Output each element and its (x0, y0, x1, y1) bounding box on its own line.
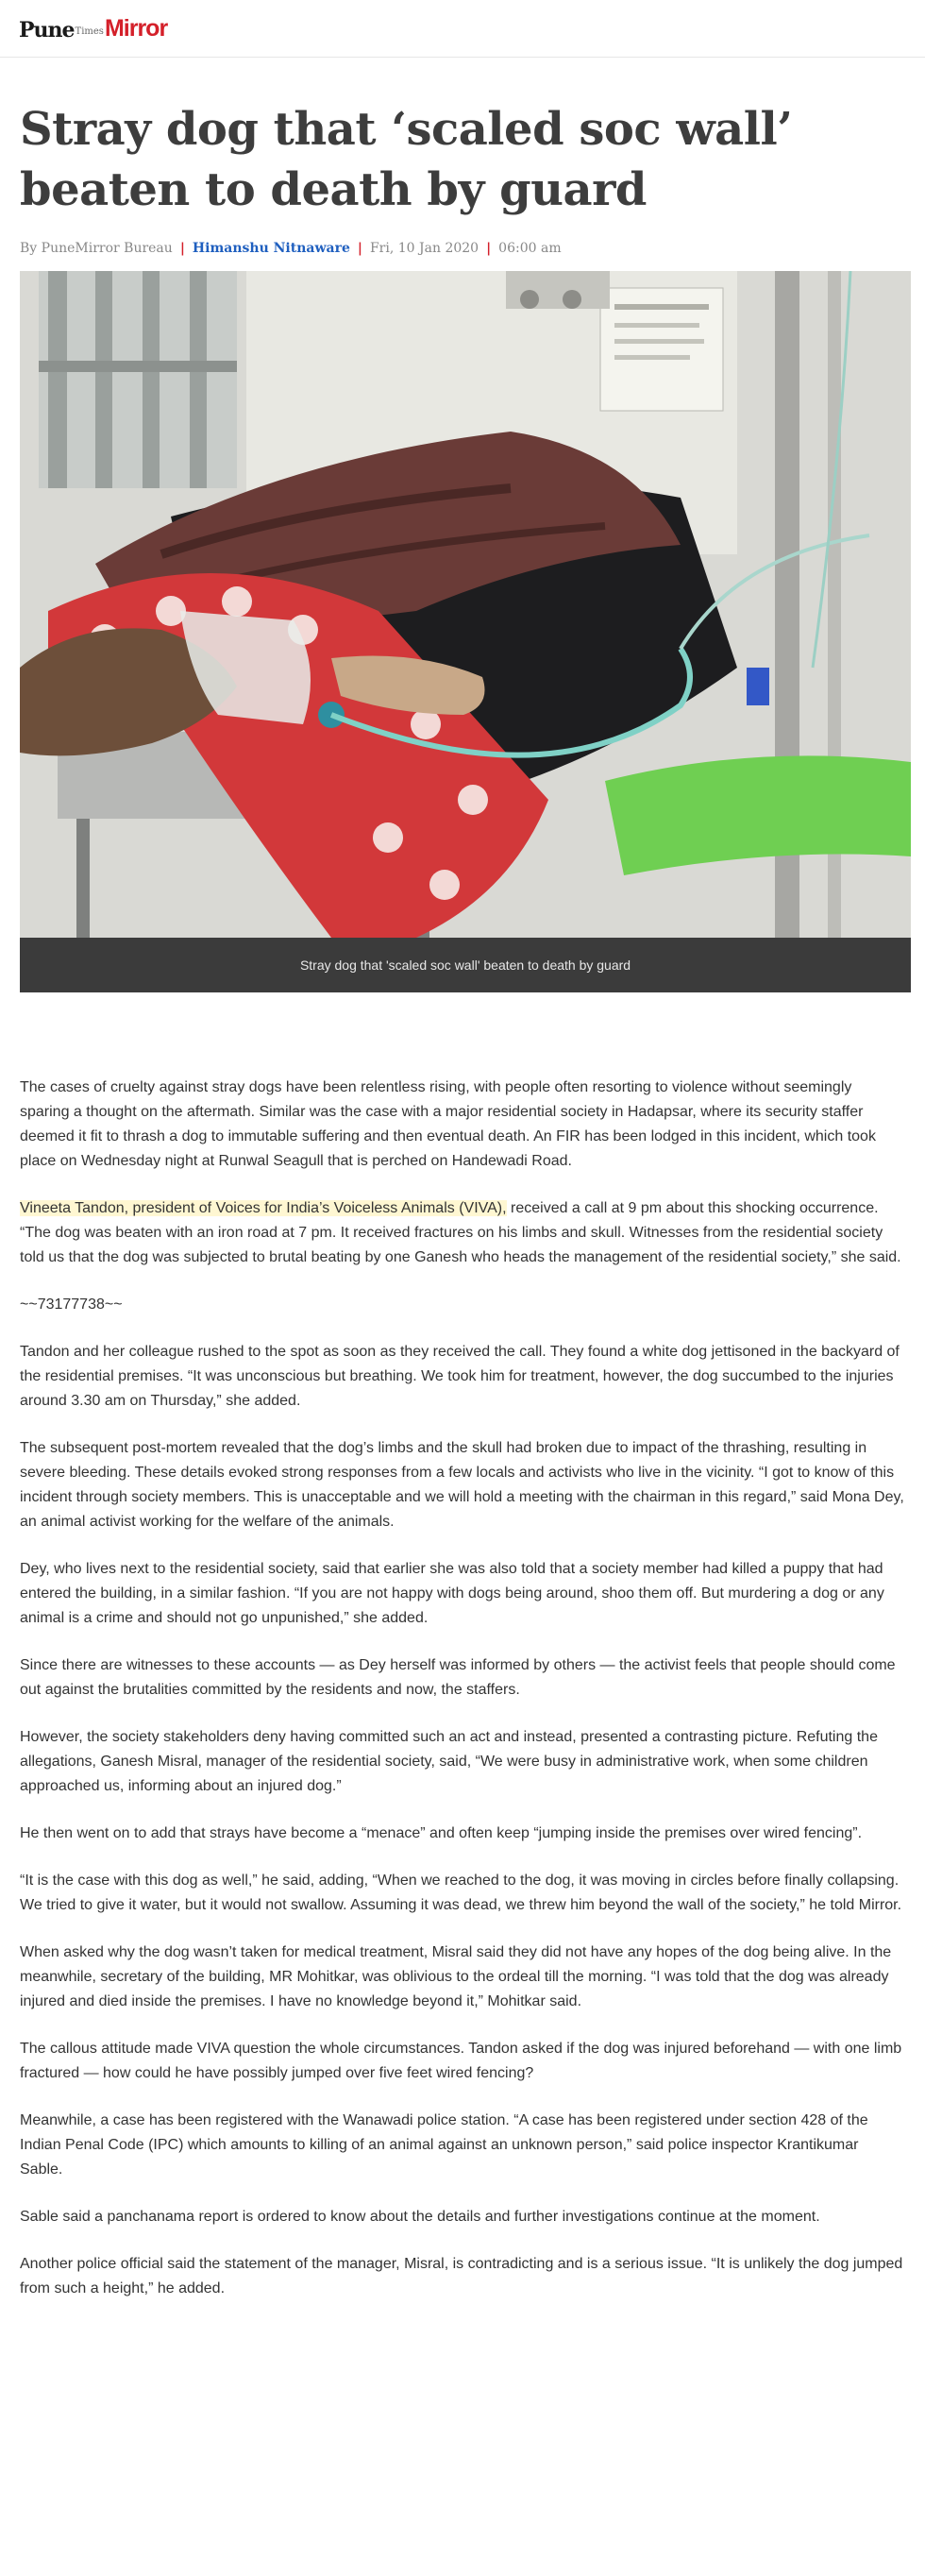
byline-separator: | (179, 241, 185, 256)
paragraph: Meanwhile, a case has been registered with the Wanawadi police station. “A case has been registered under section 428 of the Indian Penal Code (IPC) which amounts to killing of an animal against an unknown person,” said police inspector Krantikumar Sable. (20, 2112, 868, 2178)
paragraph: Tandon and her colleague rushed to the spot as soon as they received the call. They found a white dog jettisoned in the backyard of the residential premises. “It was unconscious but breathing. We took him for treatment, however, the dog succumbed to the injuries around 3.30 am on Thursday,” she added. (20, 1344, 900, 1409)
paragraph: Since there are witnesses to these accounts — as Dey herself was informed by others — the activist feels that people should come out against the brutalities committed by the residents and now, the staffers. (20, 1657, 896, 1698)
paragraph: The subsequent post-mortem revealed that the dog’s limbs and the skull had broken due to impact of the thrashing, resulting in severe bleeding. These details evoked strong responses from a few locals and activists who live in the vicinity. “I got to know of this incident through society members. This is unacceptable and we will hold a meeting with the chairman in this regard,” said Mona Dey, an animal activist working for the welfare of the animals. (20, 1440, 904, 1530)
article (0, 99, 925, 2301)
paragraph: When asked why the dog wasn’t taken for medical treatment, Misral said they did not have any hopes of the dog being alive. In the meanwhile, secretary of the building, MR Mohitkar, was oblivious to the ordeal till the morning. “I was told that the dog was already injured and died inside the premises. I have no knowledge beyond it,” Mohitkar said. (20, 1944, 892, 2009)
image-caption: Stray dog that 'scaled soc wall' beaten to death by guard (20, 938, 911, 992)
paragraph (20, 1196, 905, 1270)
byline-separator: | (486, 241, 492, 256)
paragraph: Dey, who lives next to the residential society, said that earlier she was also told that a society member had killed a puppy that had entered the building, in a similar fashion. “If you are not happy with dogs being around, shoo them off. But murdering a dog or any animal is a crime and should not go unpunished,” she added. (20, 1561, 884, 1626)
article-body (20, 1076, 905, 2301)
paragraph: The callous attitude made VIVA question the whole circumstances. Tandon asked if the dog was injured beforehand — with one limb fractured — how could he have possibly jumped over five feet wired fencing? (20, 2041, 902, 2081)
paragraph: However, the society stakeholders deny having committed such an act and instead, presented a contrasting picture. Refuting the allegations, Ganesh Misral, manager of the residential society, said, “We were busy in administrative work, when some children approached us, informing about an injured dog.” (20, 1729, 878, 1794)
byline-author-link[interactable]: Himanshu Nitnaware (192, 241, 350, 256)
paragraph: He then went on to add that strays have become a “menace” and often keep “jumping inside the premises over wired fencing”. (20, 1825, 863, 1841)
article-photo (20, 271, 911, 938)
paragraph: The cases of cruelty against stray dogs have been relentless rising, with people often resorting to violence without seemingly sparing a thought on the aftermath. Similar was the case with a major residential society in Hadapsar, where its security staffer deemed it fit to thrash a dog to immutable suffering and then eventual death. An FIR has been lodged in this incident, which took place on Wednesday night at Runwal Seagull that is perched on Handewadi Road. (20, 1079, 876, 1169)
highlighted-text: Vineeta Tandon, president of Voices for India’s Voiceless Animals (VIVA), (20, 1200, 507, 1216)
site-logo[interactable] (19, 14, 168, 42)
paragraph: Sable said a panchanama report is ordered to know about the details and further investigations continue at the moment. (20, 2209, 820, 2225)
byline (20, 241, 905, 256)
embed-marker: ~~73177738~~ (20, 1296, 123, 1313)
byline-date: Fri, 10 Jan 2020 (369, 241, 479, 256)
byline-time: 06:00 am (498, 241, 562, 256)
article-figure (20, 271, 911, 992)
byline-bureau: By PuneMirror Bureau (20, 241, 173, 256)
paragraph: “It is the case with this dog as well,” he said, adding, “When we reached to the dog, it was moving in circles before finally collapsing. We tried to give it water, but it would not swallow. Assuming it was dead, we threw him beyond the wall of the society,” he told Mirror. (20, 1873, 902, 1913)
logo-mirror: Mirror (104, 14, 168, 42)
paragraph: Another police official said the statement of the manager, Misral, is contradicting and is a serious issue. “It is unlikely the dog jumped from such a height,” he added. (20, 2256, 903, 2296)
site-header (0, 0, 925, 58)
logo-pune: Pune (19, 17, 75, 42)
article-title: Stray dog that ‘scaled soc wall’ beaten to death by guard (20, 103, 793, 216)
logo-times: Times (75, 25, 104, 37)
byline-separator: | (357, 241, 362, 256)
paragraph-text: received a call at 9 pm about this shocking occurrence. “The dog was beaten with an iron road at 7 pm. It received fractures on his limbs and skull. Witnesses from the residential society told us that the dog was subjected to brutal beating by one Ganesh who heads the management of the residential society,” she said. (20, 1200, 901, 1265)
